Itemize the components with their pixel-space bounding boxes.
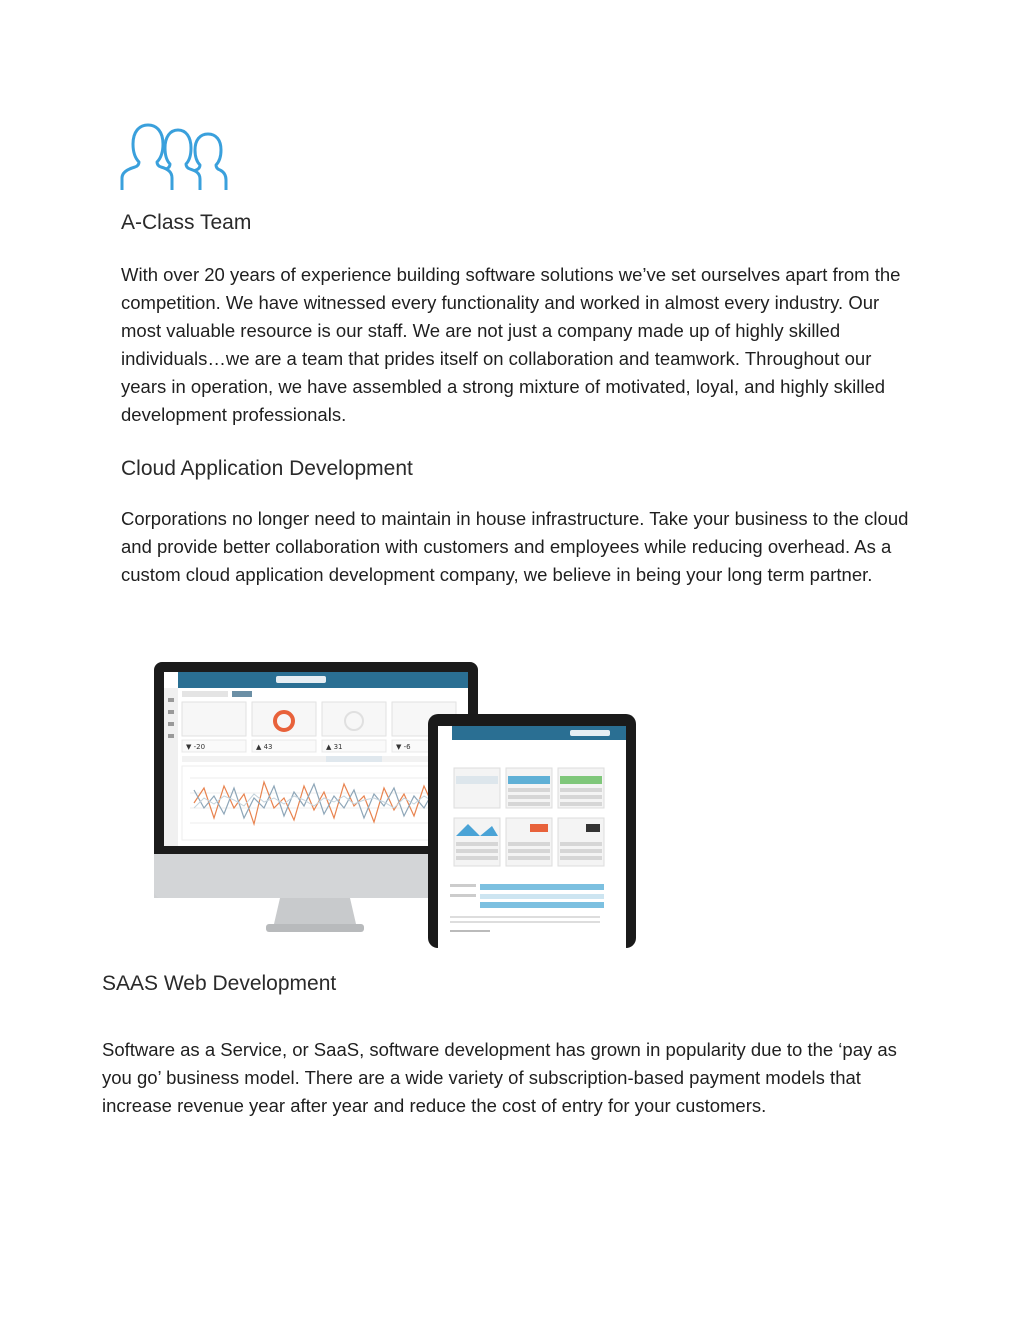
kpi-value-3: ▲ 31: [326, 743, 343, 751]
tablet-illustration: [428, 714, 636, 948]
section-body-saas: Software as a Service, or SaaS, software development has grown in popularity due to the ‘pay as you go’ business model. There are a wide variety of subscription-based payment models that increase revenue year after year and reduce the cost of entry for your customers.: [102, 1039, 897, 1116]
section-title-team: A-Class Team: [121, 211, 252, 234]
devices-dashboard-illustration: [150, 658, 638, 948]
section-title-saas: SAAS Web Development: [102, 972, 337, 995]
kpi-value-4: ▼ -6: [396, 743, 411, 751]
kpi-value-1: ▼ -20: [186, 743, 206, 751]
section-title-cloud: Cloud Application Development: [121, 457, 413, 480]
team-people-icon: [120, 122, 228, 192]
kpi-value-2: ▲ 43: [256, 743, 273, 751]
section-body-team: With over 20 years of experience building software solutions we’ve set ourselves apart from the competition. We have witnessed every functionality and worked in almost every industry. Our most valuable resource is our staff. We are not just a company made up of highly skilled individuals…we are a team that prides itself on collaboration and teamwork. Throughout our years in operation, we have assembled a strong mixture of motivated, loyal, and highly skilled development professionals.: [121, 264, 901, 425]
section-body-cloud: Corporations no longer need to maintain in house infrastructure. Take your business to the cloud and provide better collaboration with customers and employees while reducing overhead. As a custom cloud application development company, we believe in being your long term partner.: [121, 508, 909, 585]
